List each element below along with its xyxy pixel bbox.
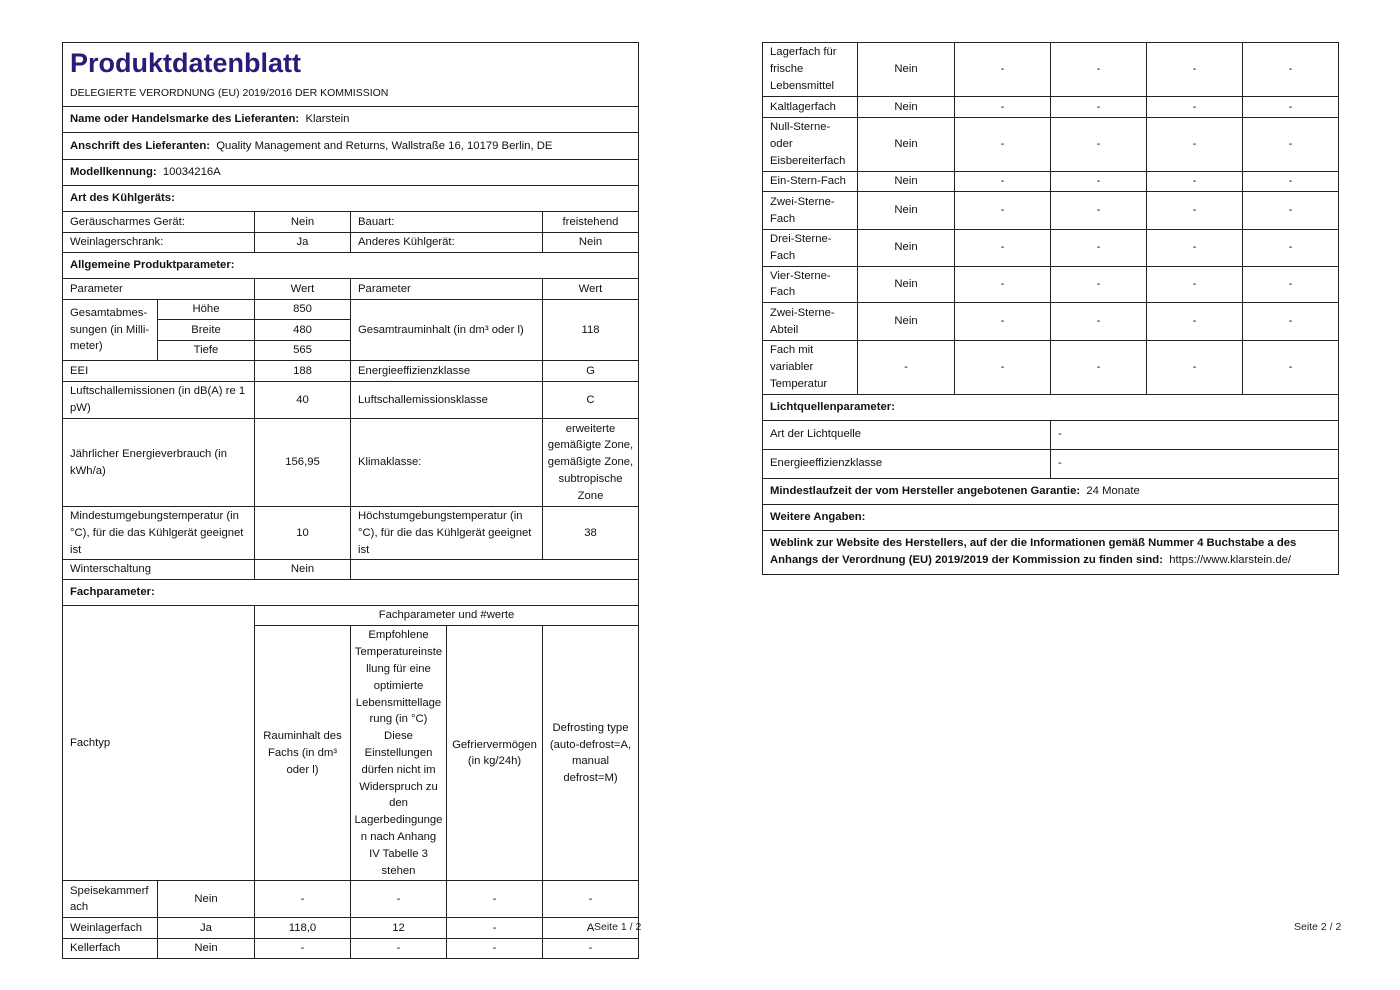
noise-value: 40 bbox=[255, 382, 351, 419]
light-class-value: - bbox=[1051, 449, 1339, 478]
max-temp-value: 38 bbox=[543, 507, 639, 560]
compartment-freeze: - bbox=[1147, 230, 1243, 267]
compartment-row bbox=[63, 918, 639, 939]
compartment-volume: - bbox=[955, 192, 1051, 230]
page-number-2: Seite 2 / 2 bbox=[1294, 921, 1342, 933]
model-value: 10034216A bbox=[162, 166, 221, 179]
supplier-address-row bbox=[63, 133, 639, 160]
compartment-temp: 12 bbox=[351, 918, 447, 939]
supplier-name-value: Klarstein bbox=[305, 113, 350, 126]
compartment-present: - bbox=[858, 341, 955, 394]
eei-value: 188 bbox=[255, 361, 351, 382]
compartment-volume: 118,0 bbox=[255, 918, 351, 939]
compartment-row bbox=[763, 266, 1339, 303]
compartment-temp: - bbox=[1051, 43, 1147, 97]
compartment-freeze: - bbox=[447, 918, 543, 939]
min-temp-value: 10 bbox=[255, 507, 351, 560]
model-label: Modellkennung: bbox=[70, 166, 157, 179]
col-compartment-volume: Rauminhalt des Fachs (in dm³ oder l) bbox=[255, 626, 351, 881]
compartment-row bbox=[763, 303, 1339, 341]
winter-value: Nein bbox=[255, 560, 351, 580]
compartment-volume: - bbox=[955, 230, 1051, 267]
compartment-name: Speisekammerfach bbox=[63, 881, 158, 918]
compartment-freeze: - bbox=[1147, 43, 1243, 97]
regulation-text: DELEGIERTE VERORDNUNG (EU) 2019/2016 DER KOMMISSION bbox=[70, 86, 389, 99]
noise-class-label: Luftschallemissionsklasse bbox=[351, 382, 543, 419]
compartment-present: Nein bbox=[858, 303, 955, 341]
supplier-name-row bbox=[63, 107, 639, 133]
dimensions-label: Gesamtabmes-sungen (in Milli-meter) bbox=[63, 300, 158, 361]
noise-class-value: C bbox=[543, 382, 639, 419]
compartment-present: Nein bbox=[158, 939, 255, 959]
model-row bbox=[63, 160, 639, 186]
warranty-row bbox=[763, 478, 1339, 504]
supplier-name-label: Name oder Handelsmarke des Lieferanten: bbox=[70, 113, 300, 126]
compartment-volume: - bbox=[955, 341, 1051, 394]
compartment-row bbox=[763, 341, 1339, 394]
compartment-name: Kaltlagerfach bbox=[763, 97, 858, 118]
empty-cell bbox=[351, 560, 639, 580]
compartment-freeze: - bbox=[1147, 172, 1243, 192]
width-label: Breite bbox=[158, 320, 255, 341]
wine-cabinet-value: Ja bbox=[255, 233, 351, 253]
page-1 bbox=[62, 42, 638, 959]
col-value: Wert bbox=[255, 279, 351, 300]
supplier-address-label: Anschrift des Lieferanten: bbox=[70, 139, 210, 152]
low-noise-label: Geräuscharmes Gerät: bbox=[63, 212, 255, 233]
compartment-row bbox=[63, 881, 639, 918]
compartment-volume: - bbox=[255, 881, 351, 918]
warranty-label: Mindestlaufzeit der vom Hersteller angebotenen Garantie: bbox=[770, 484, 1081, 497]
other-appliance-value: Nein bbox=[543, 233, 639, 253]
compartment-temp: - bbox=[1051, 97, 1147, 118]
compartment-present: Nein bbox=[858, 118, 955, 172]
compartment-temp: - bbox=[1051, 192, 1147, 230]
light-type-label: Art der Lichtquelle bbox=[763, 420, 1051, 449]
general-heading: Allgemeine Produktparameter: bbox=[63, 253, 639, 279]
max-temp-label: Höchstumgebungstemperatur (in °C), für die das Kühlgerät geeignet ist bbox=[351, 507, 543, 560]
compartment-volume: - bbox=[955, 97, 1051, 118]
compartment-defrost: - bbox=[1243, 303, 1339, 341]
compartment-freeze: - bbox=[447, 881, 543, 918]
energy-class-label: Energieeffizienzklasse bbox=[351, 361, 543, 382]
light-type-value: - bbox=[1051, 420, 1339, 449]
compartment-temp: - bbox=[1051, 172, 1147, 192]
volume-label: Gesamtrauminhalt (in dm³ oder l) bbox=[351, 300, 543, 361]
compartment-freeze: - bbox=[1147, 341, 1243, 394]
height-label: Höhe bbox=[158, 300, 255, 320]
compartment-temp: - bbox=[351, 939, 447, 959]
compartment-freeze: - bbox=[1147, 118, 1243, 172]
compartment-defrost: - bbox=[1243, 230, 1339, 267]
compartment-temp: - bbox=[1051, 303, 1147, 341]
compartment-present: Nein bbox=[858, 266, 955, 303]
design-label: Bauart: bbox=[351, 212, 543, 233]
col-parameter-2: Parameter bbox=[351, 279, 543, 300]
compartment-defrost: A bbox=[543, 918, 639, 939]
compartment-defrost: - bbox=[1243, 341, 1339, 394]
compartment-present: Nein bbox=[858, 230, 955, 267]
weblink-value[interactable]: https://www.klarstein.de/ bbox=[1169, 554, 1292, 567]
compartment-freeze: - bbox=[1147, 266, 1243, 303]
compartment-present: Nein bbox=[858, 172, 955, 192]
noise-label: Luftschallemissionen (in dB(A) re 1 pW) bbox=[63, 382, 255, 419]
compartment-name: Weinlagerfach bbox=[63, 918, 158, 939]
compartment-name: Kellerfach bbox=[63, 939, 158, 959]
header-cell bbox=[63, 43, 639, 107]
min-temp-label: Mindestumgebungstemperatur (in °C), für die das Kühlgerät geeignet ist bbox=[63, 507, 255, 560]
compartment-name: Fach mit variabler Temperatur bbox=[763, 341, 858, 394]
compartment-group-header: Fachparameter und #werte bbox=[255, 606, 639, 626]
climate-class-label: Klimaklasse: bbox=[351, 419, 543, 507]
compartment-name: Zwei-Sterne-Fach bbox=[763, 192, 858, 230]
compartment-row bbox=[763, 118, 1339, 172]
width-value: 480 bbox=[255, 320, 351, 341]
other-appliance-label: Anderes Kühlgerät: bbox=[351, 233, 543, 253]
compartment-present: Nein bbox=[858, 192, 955, 230]
page-number-1: Seite 1 / 2 bbox=[594, 921, 642, 933]
compartment-volume: - bbox=[955, 303, 1051, 341]
compartment-temp: - bbox=[1051, 230, 1147, 267]
annual-consumption-value: 156,95 bbox=[255, 419, 351, 507]
compartment-name: Drei-Sterne-Fach bbox=[763, 230, 858, 267]
compartment-volume: - bbox=[955, 172, 1051, 192]
compartment-present: Nein bbox=[858, 97, 955, 118]
warranty-value: 24 Monate bbox=[1086, 484, 1140, 497]
col-compartment-defrost: Defrosting type (auto-defrost=A, manual defrost=M) bbox=[543, 626, 639, 881]
climate-class-value: erweiterte gemäßigte Zone, gemäßigte Zone, subtropische Zone bbox=[543, 419, 639, 507]
weblink-label: Weblink zur Website des Herstellers, auf der die Informationen gemäß Nummer 4 Buchstabe a des Anhangs der Verordnung (EU) 2019/2019 der Kommission zu finden sind: bbox=[770, 537, 1297, 567]
compartment-defrost: - bbox=[1243, 97, 1339, 118]
compartment-name: Zwei-Sterne-Abteil bbox=[763, 303, 858, 341]
compartment-freeze: - bbox=[1147, 97, 1243, 118]
col-value-2: Wert bbox=[543, 279, 639, 300]
height-value: 850 bbox=[255, 300, 351, 320]
compartment-defrost: - bbox=[1243, 172, 1339, 192]
more-heading: Weitere Angaben: bbox=[763, 504, 1339, 530]
depth-label: Tiefe bbox=[158, 341, 255, 361]
low-noise-value: Nein bbox=[255, 212, 351, 233]
datasheet-table-page-2 bbox=[762, 42, 1339, 575]
compartment-defrost: - bbox=[1243, 43, 1339, 97]
energy-class-value: G bbox=[543, 361, 639, 382]
page-2 bbox=[762, 42, 1338, 575]
compartment-row bbox=[763, 192, 1339, 230]
compartment-present: Nein bbox=[158, 881, 255, 918]
compartment-freeze: - bbox=[447, 939, 543, 959]
annual-consumption-label: Jährlicher Energieverbrauch (in kWh/a) bbox=[63, 419, 255, 507]
winter-label: Winterschaltung bbox=[63, 560, 255, 580]
fachtyp-label: Fachtyp bbox=[63, 606, 255, 881]
design-value: freistehend bbox=[543, 212, 639, 233]
col-parameter: Parameter bbox=[63, 279, 255, 300]
depth-value: 565 bbox=[255, 341, 351, 361]
volume-value: 118 bbox=[543, 300, 639, 361]
compartment-present: Nein bbox=[858, 43, 955, 97]
compartment-volume: - bbox=[255, 939, 351, 959]
light-class-label: Energieeffizienzklasse bbox=[763, 449, 1051, 478]
light-heading: Lichtquellenparameter: bbox=[763, 394, 1339, 420]
compartment-temp: - bbox=[1051, 266, 1147, 303]
compartment-volume: - bbox=[955, 118, 1051, 172]
compartment-volume: - bbox=[955, 43, 1051, 97]
compartment-name: Lagerfach für frische Lebensmittel bbox=[763, 43, 858, 97]
compartment-freeze: - bbox=[1147, 303, 1243, 341]
compartment-heading: Fachparameter: bbox=[63, 580, 639, 606]
wine-cabinet-label: Weinlagerschrank: bbox=[63, 233, 255, 253]
compartment-freeze: - bbox=[1147, 192, 1243, 230]
compartment-name: Null-Sterne- oder Eisbereiterfach bbox=[763, 118, 858, 172]
col-compartment-temp: Empfohlene Temperatureinstellung für eine optimierte Lebensmittellagerung (in °C) Diese Einstellungen dürfen nicht im Widerspruch zu den Lagerbedingungen nach Anhang IV Tabelle 3 stehen bbox=[351, 626, 447, 881]
compartment-row bbox=[63, 939, 639, 959]
compartment-present: Ja bbox=[158, 918, 255, 939]
compartment-volume: - bbox=[955, 266, 1051, 303]
compartment-row bbox=[763, 172, 1339, 192]
compartment-name: Ein-Stern-Fach bbox=[763, 172, 858, 192]
compartment-defrost: - bbox=[1243, 118, 1339, 172]
eei-label: EEI bbox=[63, 361, 255, 382]
datasheet-table-page-1 bbox=[62, 42, 642, 959]
compartment-row bbox=[763, 97, 1339, 118]
page-title: Produktdatenblatt bbox=[70, 47, 302, 78]
supplier-address-value: Quality Management and Returns, Wallstraße 16, 10179 Berlin, DE bbox=[216, 139, 553, 152]
col-compartment-freeze: Gefriervermögen (in kg/24h) bbox=[447, 626, 543, 881]
type-heading: Art des Kühlgeräts: bbox=[63, 186, 639, 212]
compartment-row bbox=[763, 43, 1339, 97]
weblink-row bbox=[763, 530, 1339, 574]
compartment-defrost: - bbox=[543, 939, 639, 959]
compartment-defrost: - bbox=[543, 881, 639, 918]
compartment-name: Vier-Sterne-Fach bbox=[763, 266, 858, 303]
compartment-defrost: - bbox=[1243, 192, 1339, 230]
compartment-defrost: - bbox=[1243, 266, 1339, 303]
compartment-temp: - bbox=[351, 881, 447, 918]
compartment-temp: - bbox=[1051, 118, 1147, 172]
compartment-row bbox=[763, 230, 1339, 267]
compartment-temp: - bbox=[1051, 341, 1147, 394]
